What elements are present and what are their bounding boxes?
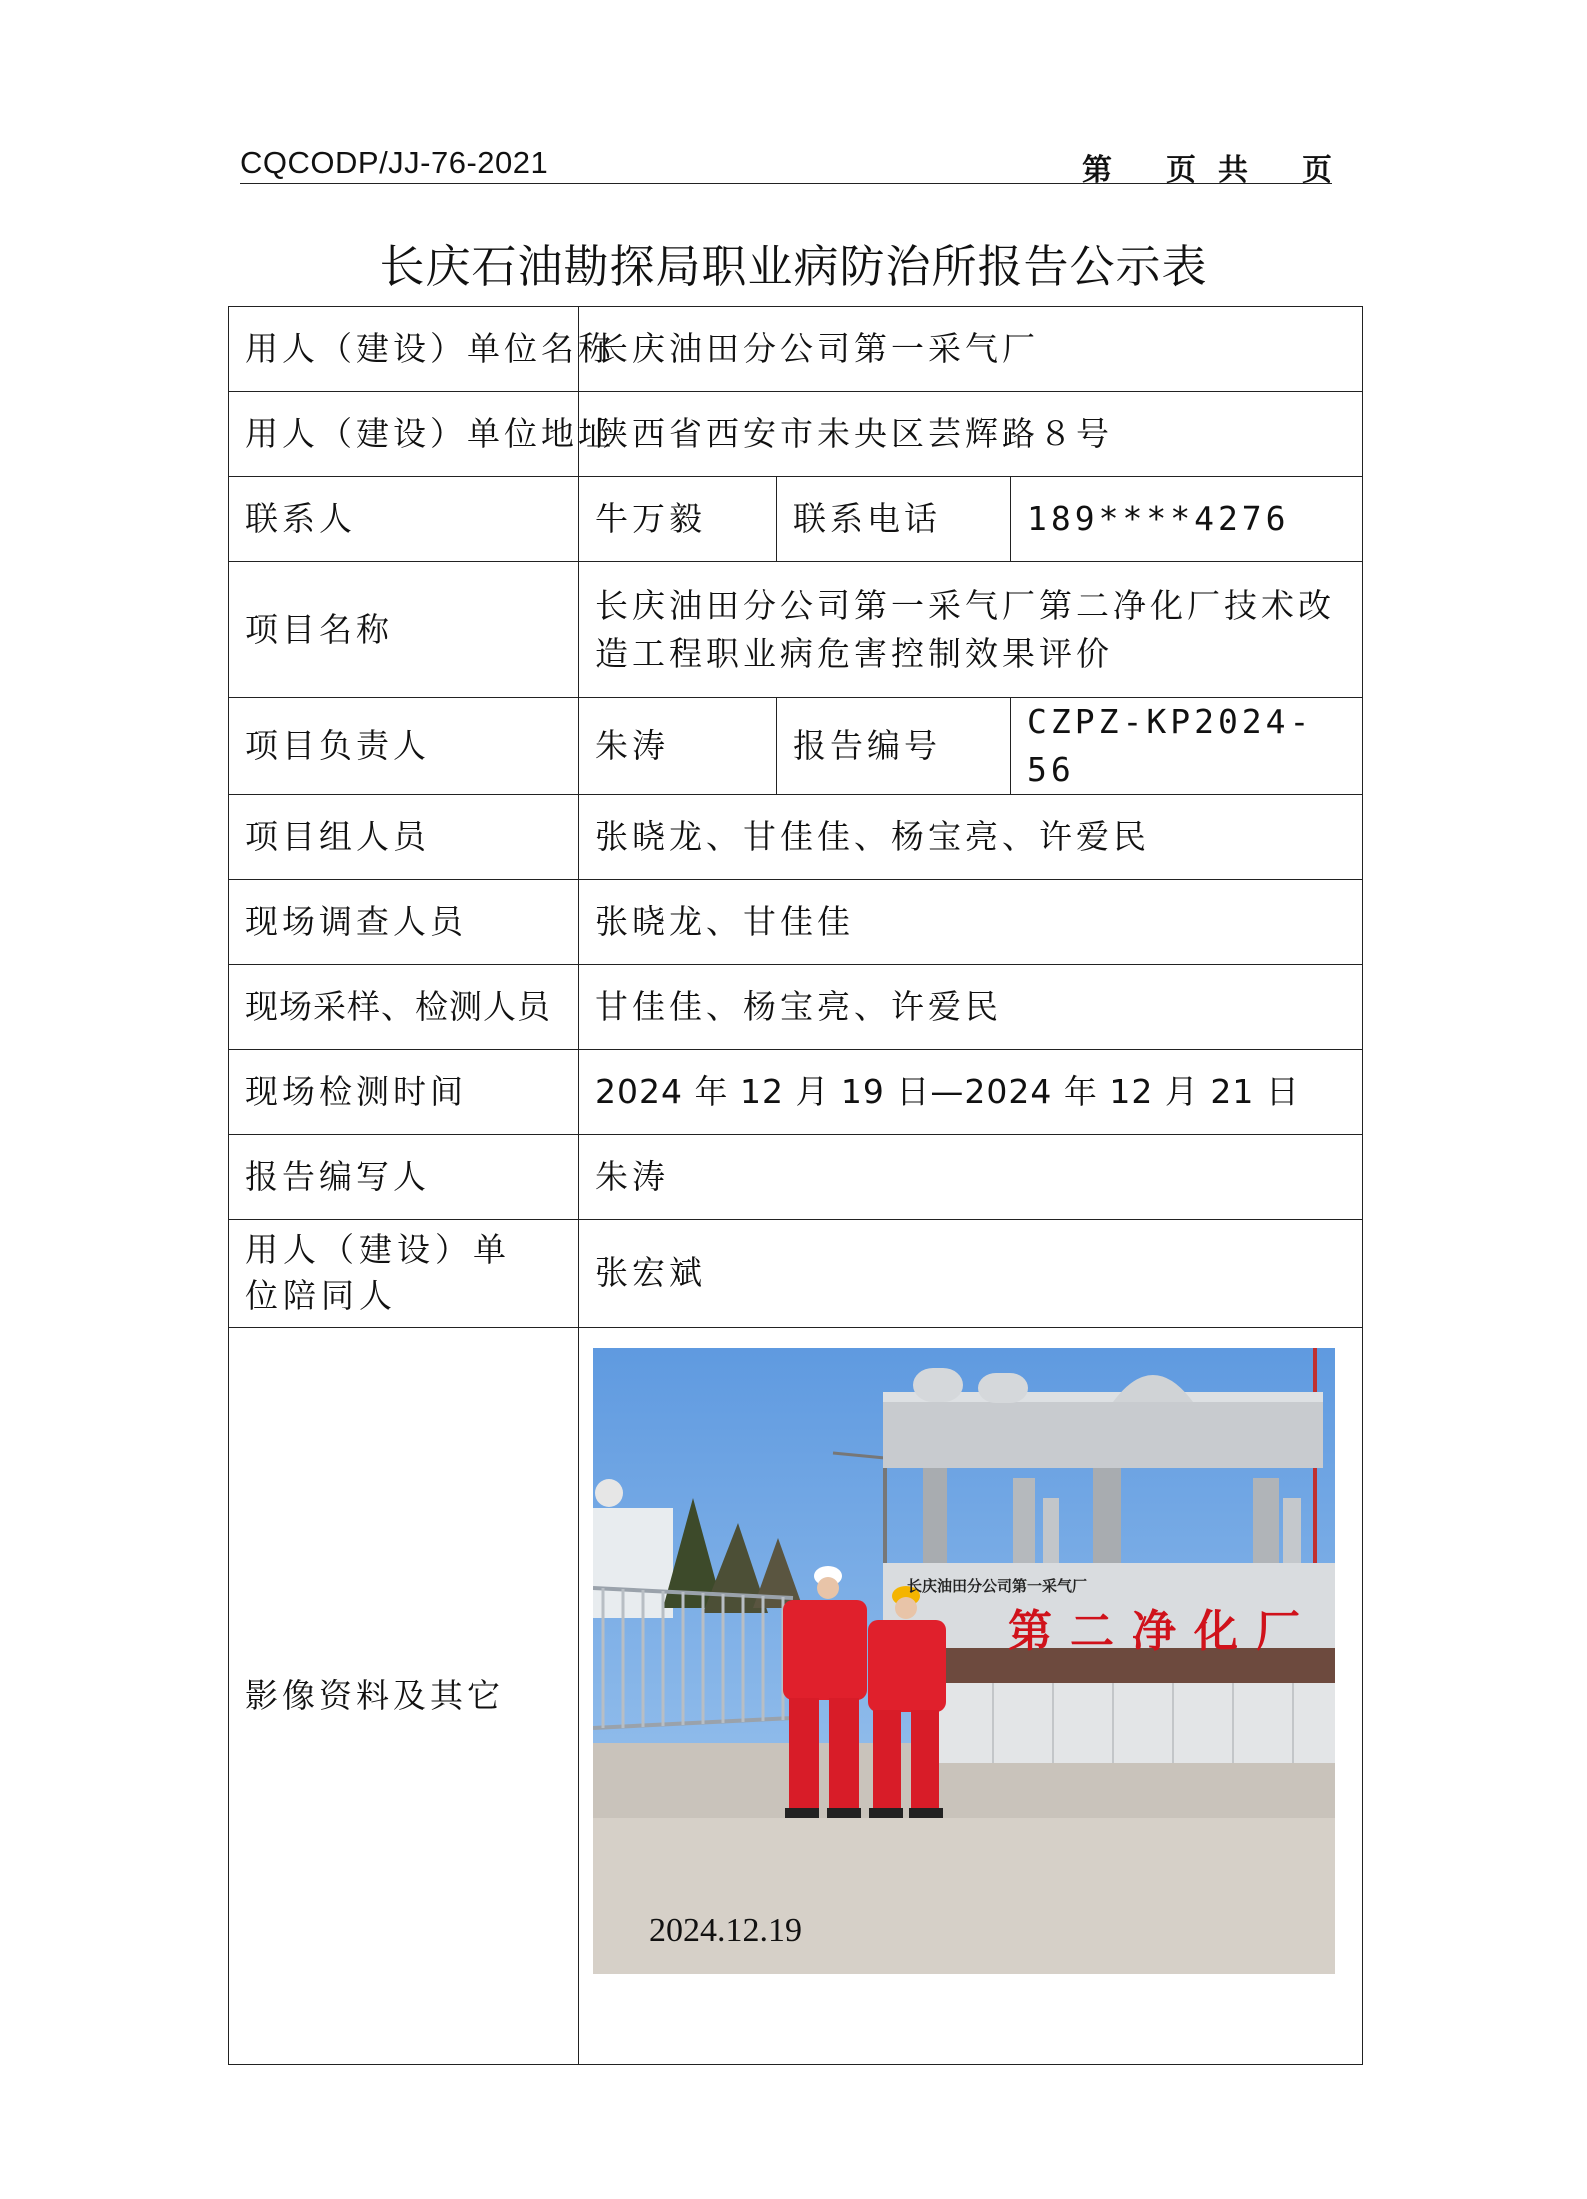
value-escort: 张宏斌: [579, 1219, 1363, 1327]
row-project-lead: [229, 698, 1363, 795]
row-site-survey: [229, 879, 1363, 964]
label-author: 报告编写人: [229, 1134, 579, 1219]
value-unit-name: 长庆油田分公司第一采气厂: [579, 307, 1363, 392]
page-label-4: 页: [1302, 153, 1332, 188]
label-sampling: 现场采样、检测人员: [229, 964, 579, 1049]
value-test-time: 2024 年 12 月 19 日—2024 年 12 月 21 日: [579, 1049, 1363, 1134]
row-sampling: [229, 964, 1363, 1049]
report-table: [228, 306, 1363, 2065]
page-label-1: 第: [1082, 153, 1112, 188]
value-author: 朱涛: [579, 1134, 1363, 1219]
row-contact: [229, 477, 1363, 562]
value-contact: 牛万毅: [579, 477, 777, 562]
sign-plate-small: 长庆油田分公司第一采气厂: [907, 1576, 1088, 1595]
label-phone: 联系电话: [777, 477, 1011, 562]
row-author: [229, 1134, 1363, 1219]
label-test-time: 现场检测时间: [229, 1049, 579, 1134]
label-unit-address: 用人（建设）单位地址: [229, 392, 579, 477]
photo-date-stamp: 2024.12.19: [649, 1911, 802, 1949]
label-project-name: 项目名称: [229, 562, 579, 698]
value-project-lead: 朱涛: [579, 698, 777, 795]
value-sampling: 甘佳佳、杨宝亮、许爱民: [579, 964, 1363, 1049]
row-unit-address: [229, 392, 1363, 477]
page-label-3: 共: [1218, 153, 1248, 188]
label-team: 项目组人员: [229, 794, 579, 879]
document-code: CQCODP/JJ-76-2021: [240, 145, 549, 180]
label-site-survey: 现场调查人员: [229, 879, 579, 964]
images-cell: [579, 1327, 1363, 2064]
label-contact: 联系人: [229, 477, 579, 562]
value-unit-address: 陕西省西安市未央区芸辉路８号: [579, 392, 1363, 477]
row-project-name: [229, 562, 1363, 698]
sign-plate-big: 第二净化厂: [1008, 1605, 1318, 1657]
page-header: [240, 145, 1332, 188]
label-project-lead: 项目负责人: [229, 698, 579, 795]
site-photo: [593, 1348, 1335, 1974]
value-phone: 189****4276: [1011, 477, 1363, 562]
row-test-time: [229, 1049, 1363, 1134]
label-escort: 用人（建设）单位陪同人: [229, 1219, 579, 1327]
label-unit-name: 用人（建设）单位名称: [229, 307, 579, 392]
row-unit-name: [229, 307, 1363, 392]
row-team: [229, 794, 1363, 879]
value-team: 张晓龙、甘佳佳、杨宝亮、许爱民: [579, 794, 1363, 879]
value-report-no: CZPZ-KP2024-56: [1011, 698, 1363, 795]
page-label-2: 页: [1166, 153, 1196, 188]
page-counter: [1082, 145, 1332, 189]
row-escort: [229, 1219, 1363, 1327]
label-report-no: 报告编号: [777, 698, 1011, 795]
page-title: 长庆石油勘探局职业病防治所报告公示表: [379, 240, 1208, 293]
label-images: 影像资料及其它: [229, 1327, 579, 2064]
value-project-name: 长庆油田分公司第一采气厂第二净化厂技术改造工程职业病危害控制效果评价: [579, 562, 1363, 698]
value-site-survey: 张晓龙、甘佳佳: [579, 879, 1363, 964]
row-images: [229, 1327, 1363, 2064]
